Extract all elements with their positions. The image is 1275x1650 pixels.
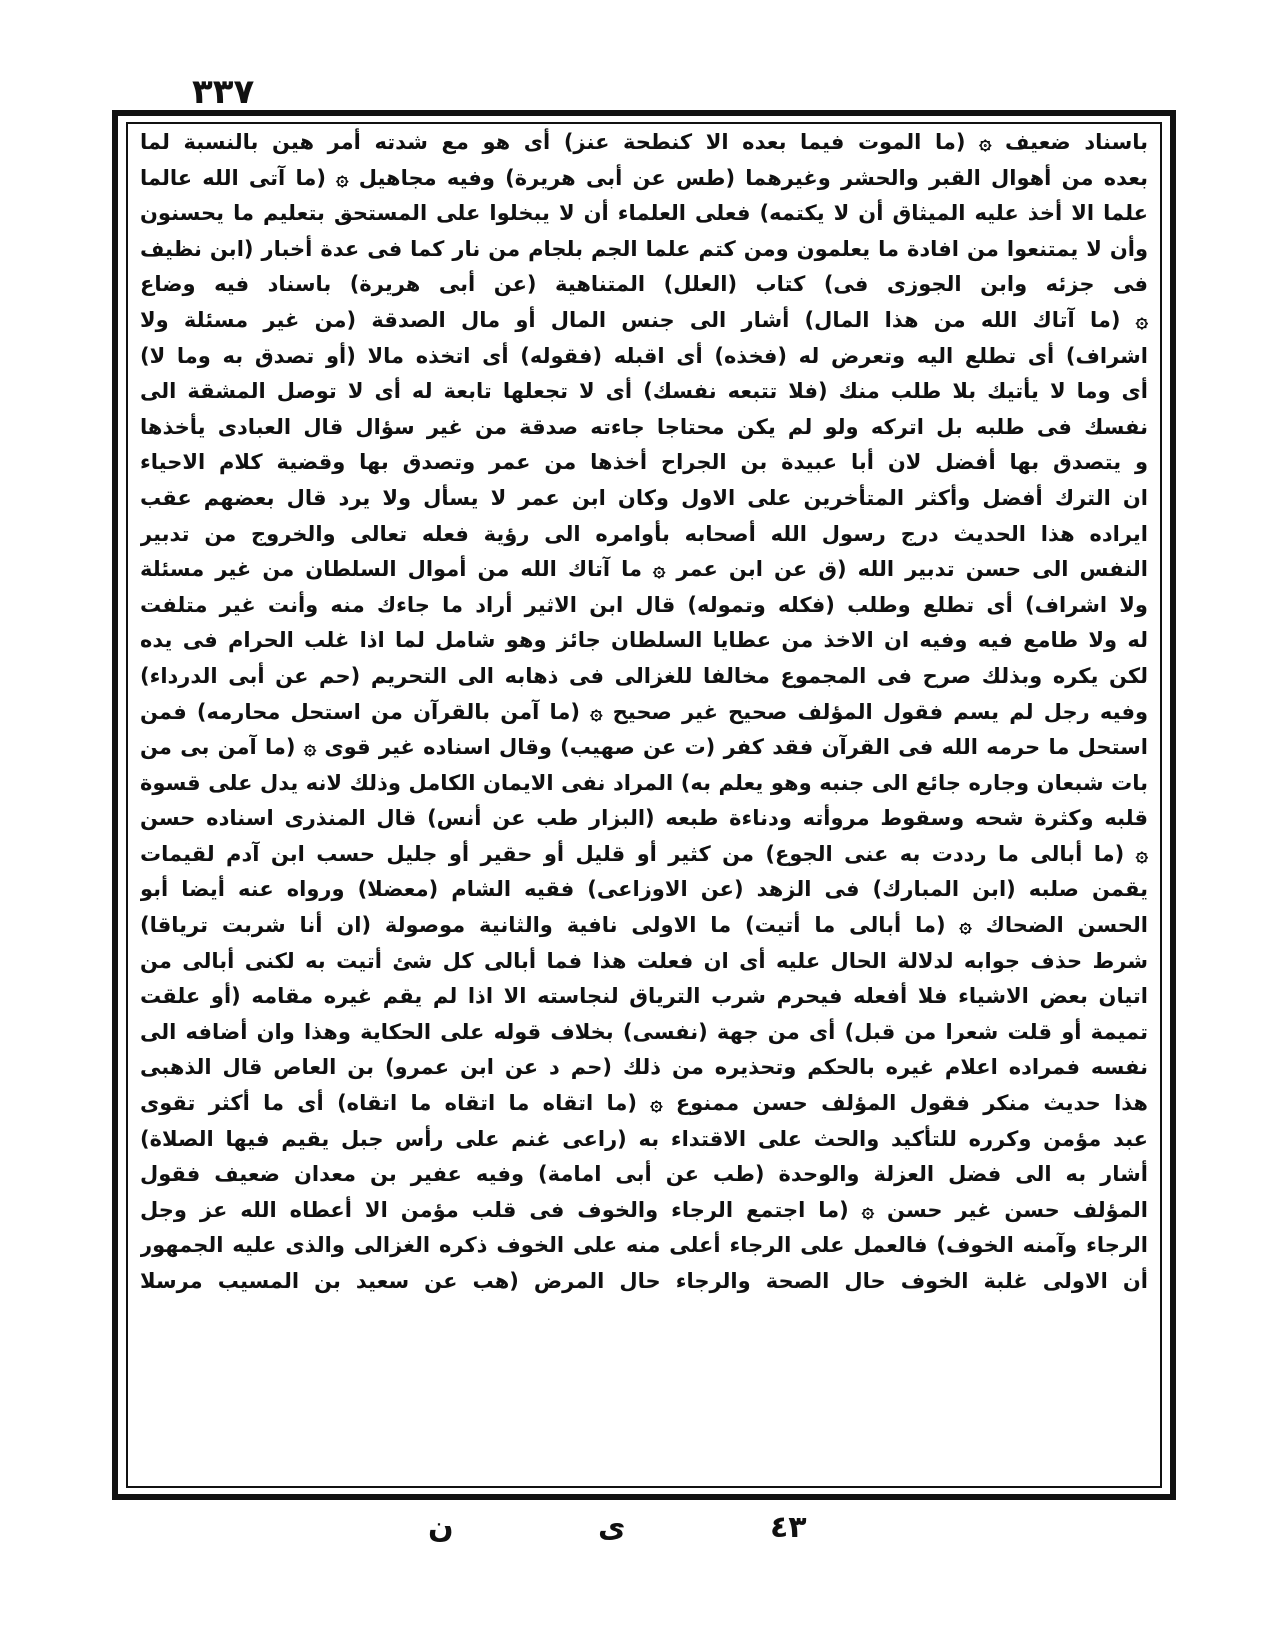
text-line: نفسه فمراده اعلام غيره بالحكم وتحذيره من ذلك (حم د عن ابن عمرو) بن العاص قال الذهبى [140, 1055, 1148, 1080]
text-line: ۞ (ما أبالى ما رددت به عنى الجوع) من كثير أو قليل أو حقير أو جليل حسب ابن آدم لقيمات [140, 841, 1148, 866]
text-line: ايراده هذا الحديث درج رسول الله أصحابه بأوامره الى رؤية فعله تعالى والخروج من تدبير [140, 521, 1148, 546]
text-line: اتيان بعض الاشياء فلا أفعله فيحرم شرب الترياق لنجاسته الا اذا لم يقم غيره مقامه (أو علقت [140, 984, 1148, 1009]
body-text [140, 125, 1148, 1480]
text-line: تميمة أو قلت شعرا من قبل) أى من جهة (نفسى) بخلاف قوله على الحكاية وهذا وان أضافه الى [140, 1019, 1148, 1044]
text-line: الحسن الضحاك ۞ (ما أبالى ما أتيت) ما الاولى نافية والثانية موصولة (ان أنا شربت ترياقا) [140, 913, 1148, 938]
text-line: يقمن صلبه (ابن المبارك) فى الزهد (عن الاوزاعى) فقيه الشام (معضلا) ورواه عنه أيضا أبو [140, 877, 1148, 902]
text-line: فى جزئه وابن الجوزى فى) كتاب (العلل) المتناهية (عن أبى هريرة) باسناد فيه وضاع [140, 272, 1148, 297]
footer-signature-left: ن [428, 1510, 454, 1545]
text-line: هذا حديث منكر فقول المؤلف حسن ممنوع ۞ (ما اتقاه ما اتقاه ما اتقاه) أى ما أكثر تقوى [140, 1091, 1148, 1116]
page-number: ٣٣٧ [192, 72, 255, 112]
text-line: بات شبعان وجاره جائع الى جنبه وهو يعلم به) المراد نفى الايمان الكامل وذلك لانه يدل على قسوة [140, 770, 1148, 795]
text-line: ۞ (ما آتاك الله من هذا المال) أشار الى جنس المال أو مال الصدقة (من غير مسئلة ولا [140, 307, 1148, 332]
text-line: بعده من أهوال القبر والحشر وغيرهما (طس عن أبى هريرة) وفيه مجاهيل ۞ (ما آتى الله عالما [140, 165, 1148, 190]
text-line: أى وما لا يأتيك بلا طلب منك (فلا تتبعه نفسك) أى لا تجعلها تابعة له أى لا توصل المشقة الى [140, 379, 1148, 404]
text-line: اشراف) أى تطلع اليه وتعرض له (فخذه) أى اقبله (فقوله) أى اتخذه مالا (أو تصدق به وما لا) [140, 343, 1148, 368]
footer-signature-right: ٤٣ [770, 1510, 807, 1545]
text-line: ولا اشراف) أى تطلع وطلب (فكله وتموله) قال ابن الاثير أراد ما جاءك منه وأنت غير متلفت [140, 592, 1148, 617]
text-line: باسناد ضعيف ۞ (ما الموت فيما بعده الا كنطحة عنز) أى هو مع شدته أمر هين بالنسبة لما [140, 130, 1148, 154]
text-line: نفسك فى طلبه بل اتركه ولو لم يكن محتاجا جاءته صدقة من غير سؤال قال العبادى يأخذها [140, 414, 1148, 439]
text-line: الرجاء وآمنه الخوف) فالعمل على الرجاء أعلى منه على الخوف ذكره الغزالى والذى عليه الجمهور [140, 1233, 1148, 1258]
text-line: شرط حذف جوابه لدلالة الحال عليه أى ان فعلت هذا فما أبالى كل شئ أتيت به لكنى أبالى من [140, 948, 1148, 973]
text-line: أن الاولى غلبة الخوف حال الصحة والرجاء حال المرض (هب عن سعيد بن المسيب مرسلا [140, 1269, 1148, 1293]
text-line: علما الا أخذ عليه الميثاق أن لا يكتمه) فعلى العلماء أن لا يبخلوا على المستحق بتعليم ما يحسنون [140, 201, 1148, 226]
text-line: قلبه وكثرة شحه وسقوط مروأته ودناءة طبعه (البزار طب عن أنس) قال المنذرى اسناده حسن [140, 806, 1148, 831]
text-line: استحل ما حرمه الله فى القرآن فقد كفر (ت عن صهيب) وقال اسناده غير قوى ۞ (ما آمن بى من [140, 735, 1148, 760]
text-line: وفيه رجل لم يسم فقول المؤلف صحيح غير صحيح ۞ (ما آمن بالقرآن من استحل محارمه) فمن [140, 699, 1148, 724]
text-line: له ولا طامع فيه وفيه ان الاخذ من عطايا السلطان جائز وهو شامل لما اذا غلب الحرام فى يده [140, 628, 1148, 653]
text-line: أشار به الى فضل العزلة والوحدة (طب عن أبى امامة) وفيه عفير بن معدان ضعيف فقول [140, 1162, 1148, 1187]
text-line: وأن لا يمتنعوا من افادة ما يعلمون ومن كتم علما الجم بلجام من نار كما فى عدة أخبار (ابن نظيف [140, 236, 1148, 261]
text-line: النفس الى حسن تدبير الله (ق عن ابن عمر ۞ ما آتاك الله من أموال السلطان من غير مسئلة [140, 557, 1148, 582]
text-line: لكن يكره وبذلك صرح فى المجموع مخالفا للغزالى فى ذهابه الى التحريم (حم عن أبى الدرداء) [140, 663, 1148, 688]
footer-signature-middle: ى [598, 1510, 626, 1545]
text-line: المؤلف حسن غير حسن ۞ (ما اجتمع الرجاء والخوف فى قلب مؤمن الا أعطاه الله عز وجل [140, 1197, 1148, 1222]
text-line: و يتصدق بها أفضل لان أبا عبيدة بن الجراح أخذها من عمر وتصدق بها وقضية كلام الاحياء [140, 450, 1148, 475]
text-line: ان الترك أفضل وأكثر المتأخرين على الاول وكان ابن عمر لا يسأل ولا يرد قال بعضهم عقب [140, 485, 1148, 510]
text-line: عبد مؤمن وكرره للتأكيد والحث على الاقتداء به (راعى غنم على رأس جبل يقيم فيها الصلاة) [140, 1126, 1148, 1151]
